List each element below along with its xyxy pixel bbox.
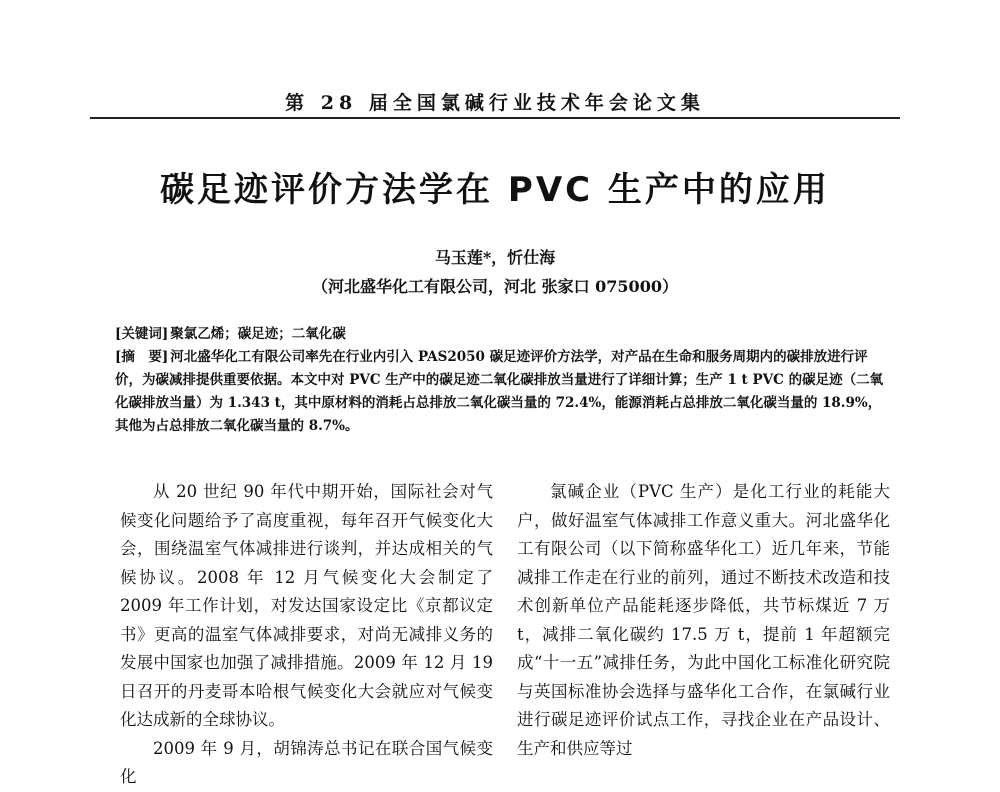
keywords-label: [关键词] xyxy=(115,326,169,342)
authors: 马玉莲*，忻仕海 xyxy=(434,248,556,267)
abstract xyxy=(115,346,890,438)
keywords-abstract-block xyxy=(115,323,890,438)
body-right-column xyxy=(517,478,890,763)
paragraph: 氯碱企业（PVC 生产）是化工行业的耗能大户，做好温室气体减排工作意义重大。河北盛华化工有限公司（以下简称盛华化工）近几年来，节能减排工作走在行业的前列，通过不断技术改造和技术创新单位产品能耗逐步降低，共节标煤近 7 万 t，减排二氧化碳约 17.5 万 t，提前 1 年超额完成“十一五”减排任务，为此中国化工标准化研究院与英国标准协会选择与盛华化工合作，在氯碱行业进行碳足迹评价试点工作，寻找企业在产品设计、生产和供应等过 xyxy=(517,482,890,758)
article-title: 碳足迹评价方法学在 PVC 生产中的应用 xyxy=(160,170,830,210)
paragraph: 2009 年 9 月，胡锦涛总书记在联合国气候变化 xyxy=(120,738,493,786)
keywords: 聚氯乙烯；碳足迹；二氧化碳 xyxy=(170,326,346,342)
header-rule xyxy=(90,117,900,119)
running-header: 第 28 届全国氯碱行业技术年会论文集 xyxy=(285,92,705,114)
paragraph: 从 20 世纪 90 年代中期开始，国际社会对气候变化问题给予了高度重视，每年召开气候变化大会，围绕温室气体减排进行谈判，并达成相关的气候协议。2008 年 12 月气候变化大会制定了 2009 年工作计划，对发达国家设定比《京都议定书》更高的温室气体减排要求，对尚无减排义务的发展中国家也加强了减排措施。2009 年 12 月 19 日召开的丹麦哥本哈根气候变化大会就应对气候变化达成新的全球协议。 xyxy=(120,482,493,729)
abstract-text: 河北盛华化工有限公司率先在行业内引入 PAS2050 碳足迹评价方法学，对产品在生命和服务周期内的碳排放进行评价，为碳减排提供重要依据。本文中对 PVC 生产中的碳足迹二氧化碳排放当量进行了详细计算；生产 1 t PVC 的碳足迹（二氧化碳排放当量）为 1.343 t，其中原材料的消耗占总排放二氧化碳当量的 72.4%，能源消耗占总排放二氧化碳当量的 18.9%，其他为占总排放二氧化碳当量的 8.7%。 xyxy=(115,349,884,434)
body-left-column xyxy=(120,478,493,792)
abstract-label: [摘 要] xyxy=(115,349,169,365)
keywords-line xyxy=(115,323,890,346)
affiliation: （河北盛华化工有限公司，河北 张家口 075000） xyxy=(312,277,678,296)
